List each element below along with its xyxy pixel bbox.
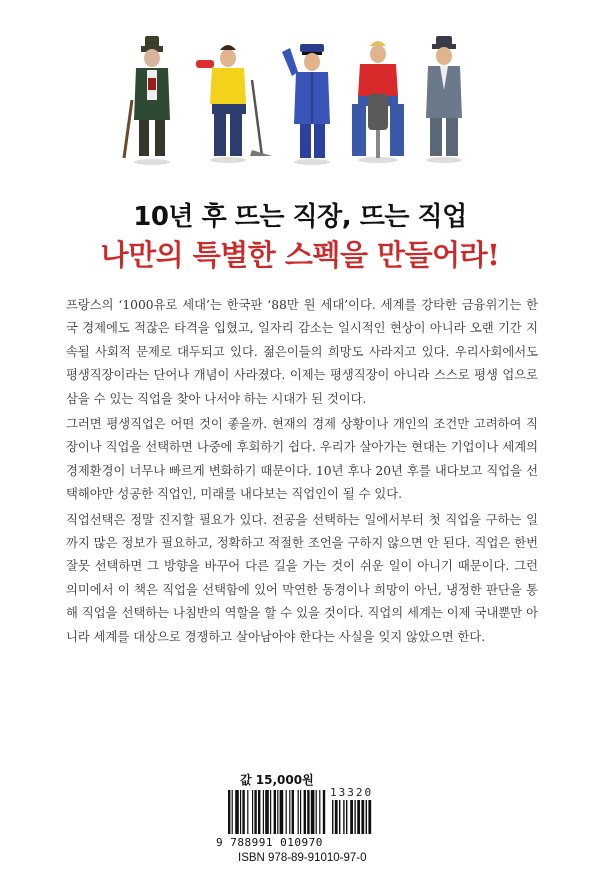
isbn-label: ISBN 978-89-91010-97-0: [238, 852, 367, 864]
paragraph: 그러면 평생직업은 어떤 것이 좋을까. 현재의 경제 상황이나 개인의 조건만 고려하여 직장이나 직업을 선택하면 나중에 후회하기 쉽다. 우리가 살아가는 현대는 기업이나 세계의 경제환경이 너무나 빠르게 변화하기 때문이다. 10년 후나 20년 후를 내다보고 직업을 선택해야만 성공한 직업인, 미래를 내다보는 직업인이 될 수 있다.: [66, 417, 538, 502]
figure-old-man: [124, 36, 170, 165]
paragraph: 프랑스의 ‘1000유로 세대’는 한국판 ‘88만 원 세대’이다. 세계를 강타한 금융위기는 한국 경제에도 적잖은 타격을 입혔고, 일자리 감소는 일시적인 현상이 아니라 오랜 기간 지속될 사회적 문제로 대두되고 있다. 젊은이들의 희망도 사라지고 있다. 우리사회에서도 평생직장이라는 단어나 개념이 사라졌다. 이제는 평생직장이 아니라 스스로 평생 업으로 삼을 수 있는 직업을 찾아 나서야 하는 시대가 된 것이다.: [66, 298, 538, 406]
headline: 10년 후 뜨는 직장, 뜨는 직업: [133, 202, 467, 232]
barcode-addon-digits: 13320: [330, 786, 374, 799]
barcode-digits: 9 788991 010970: [216, 836, 323, 849]
worker-figurines-illustration: [0, 0, 600, 175]
figure-yellow-worker: [196, 45, 272, 163]
paragraph: 직업선택은 정말 진지할 필요가 있다. 전공을 선택하는 일에서부터 첫 직업을 구하는 일까지 많은 정보가 필요하고, 정확하고 적절한 조언을 구하지 않으면 안 된다. 직업은 한번 잘못 선택하면 그 방향을 바꾸어 다른 길을 가는 것이 쉬운 일이 아니기 때문이다. 그런 의미에서 이 책은 직업을 선택함에 있어 막연한 동경이나 희망이 아닌, 냉정한 판단을 통해 직업을 선택하는 나침반의 역할을 할 수 있을 것이다. 직업의 세계는 이제 국내뿐만 아니라 세계를 대상으로 경쟁하고 살아남아야 한다는 사실을 잊지 않았으면 한다.: [66, 512, 538, 644]
figure-grey-suit: [426, 36, 462, 163]
subheadline: 나만의 특별한 스펙을 만들어라!: [100, 238, 500, 272]
figure-red-worker: [352, 41, 404, 163]
barcode-image: [228, 790, 378, 836]
price-label: 값 15,000원: [240, 773, 314, 787]
figure-blue-uniform: [282, 44, 330, 165]
body-text: [66, 294, 538, 651]
